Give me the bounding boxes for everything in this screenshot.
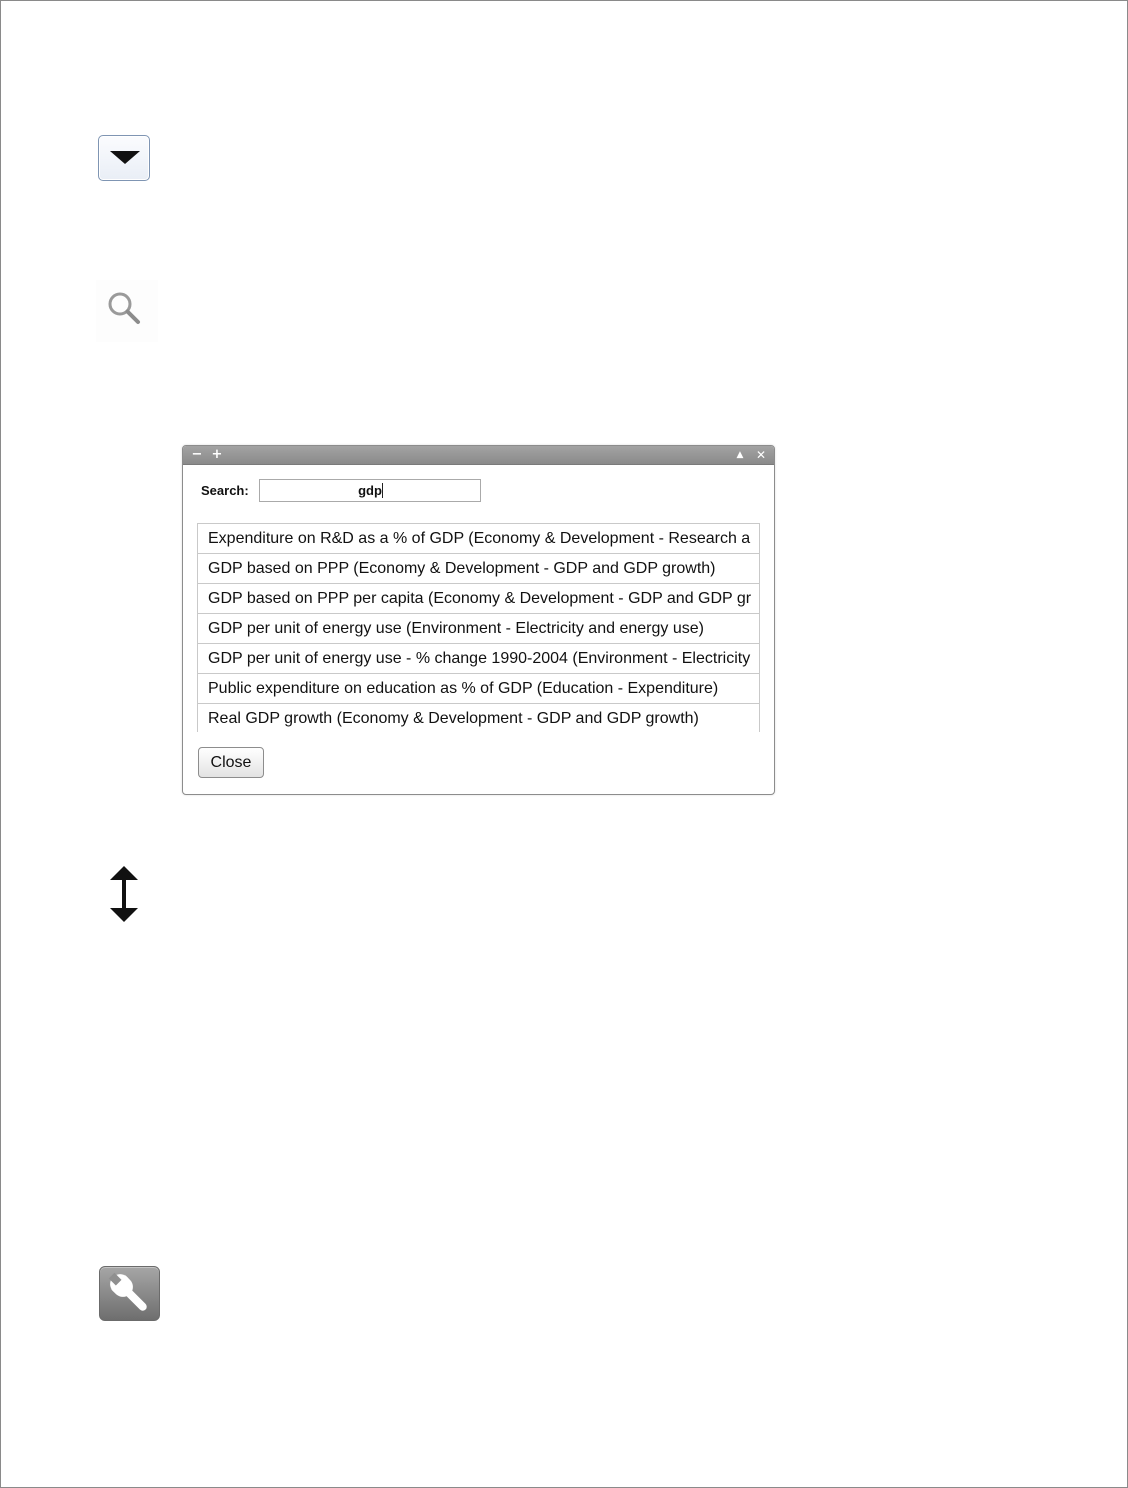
dialog-titlebar[interactable] — [183, 446, 774, 465]
settings-button[interactable] — [99, 1266, 160, 1321]
close-button[interactable]: Close — [198, 747, 264, 778]
search-icon-button[interactable] — [96, 280, 158, 342]
list-item[interactable]: Public expenditure on education as % of GDP (Education - Expenditure) — [198, 674, 759, 704]
caret-down-icon — [109, 150, 141, 166]
search-icon — [104, 288, 144, 328]
search-dialog — [182, 445, 775, 795]
text-caret — [382, 483, 383, 498]
dropdown-toggle-button[interactable] — [98, 135, 150, 181]
list-item[interactable]: GDP per unit of energy use (Environment - Electricity and energy use) — [198, 614, 759, 644]
results-list[interactable] — [197, 523, 760, 732]
vertical-resize-icon — [106, 864, 142, 924]
list-item[interactable]: GDP based on PPP (Economy & Development - GDP and GDP growth) — [198, 554, 759, 584]
close-icon[interactable]: ✕ — [755, 448, 767, 462]
collapse-button[interactable]: ▲ — [736, 450, 744, 460]
maximize-button[interactable]: + — [211, 447, 223, 462]
list-item[interactable]: GDP per unit of energy use - % change 1990-2004 (Environment - Electricity — [198, 644, 759, 674]
search-input[interactable] — [259, 479, 481, 502]
list-item[interactable]: GDP based on PPP per capita (Economy & Development - GDP and GDP gr — [198, 584, 759, 614]
minimize-button[interactable]: − — [191, 447, 203, 462]
list-item[interactable]: Expenditure on R&D as a % of GDP (Economy & Development - Research a — [198, 524, 759, 554]
resize-handle[interactable] — [106, 864, 142, 929]
search-label: Search: — [201, 483, 249, 498]
wrench-icon — [106, 1270, 154, 1318]
list-item[interactable]: Real GDP growth (Economy & Development - GDP and GDP growth) — [208, 710, 699, 727]
